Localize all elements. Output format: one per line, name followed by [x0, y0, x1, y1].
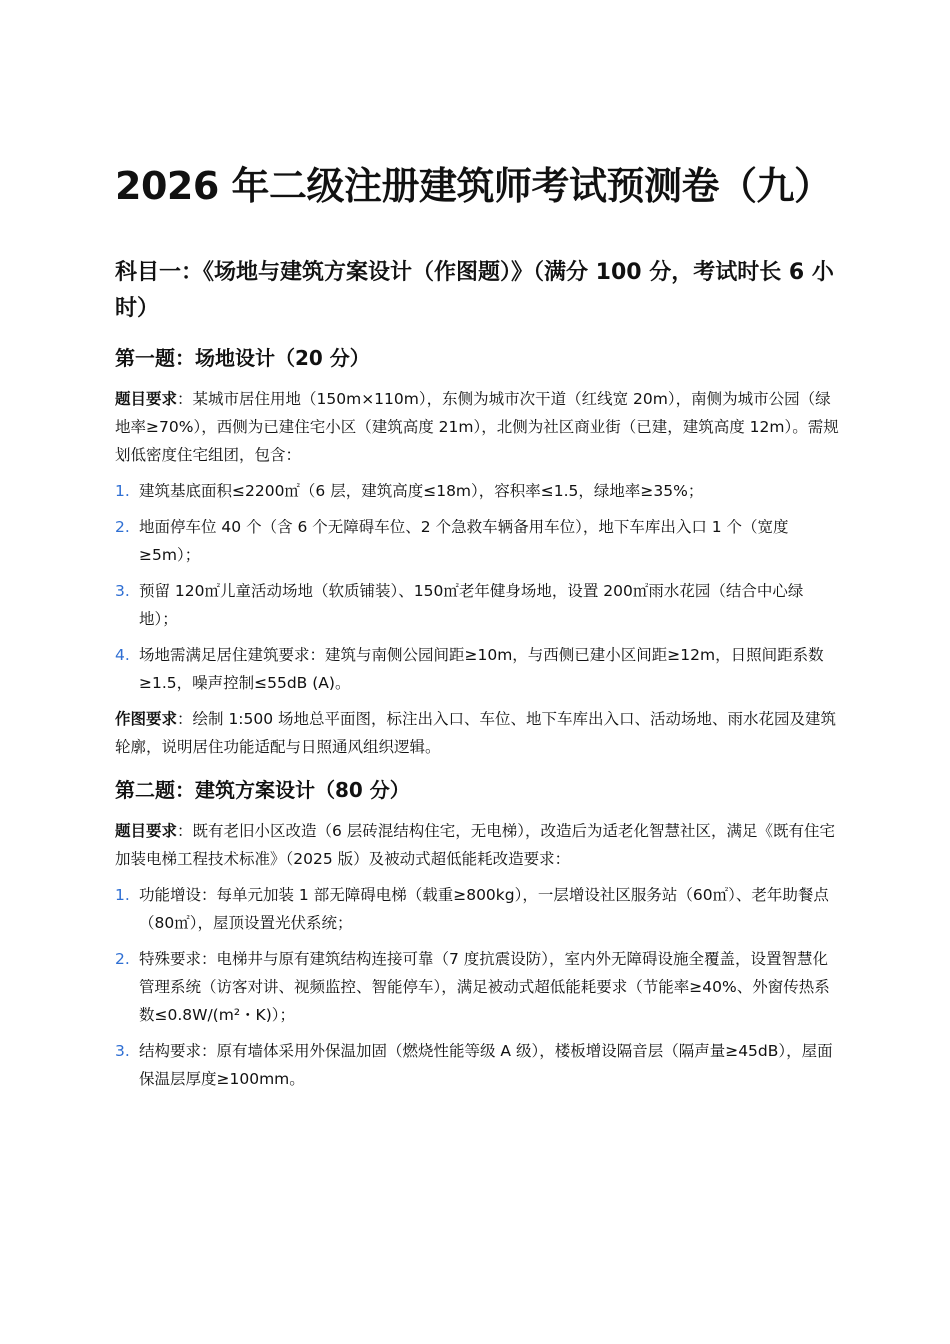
question-1-list [115, 477, 840, 697]
list-item [115, 577, 840, 633]
requirement-text: ：既有老旧小区改造（6 层砖混结构住宅，无电梯），改造后为适老化智慧社区，满足《既有住宅加装电梯工程技术标准》（2025 版）及被动式超低能耗改造要求： [115, 822, 836, 868]
list-number: 1. [115, 482, 130, 500]
list-number: 2. [115, 950, 130, 968]
requirement-label: 题目要求 [115, 822, 178, 840]
list-number: 1. [115, 886, 130, 904]
list-item [115, 881, 840, 937]
list-item [115, 945, 840, 1029]
requirement-text: ：某城市居住用地（150m×110m），东侧为城市次干道（红线宽 20m），南侧为城市公园（绿地率≥70%），西侧为已建住宅小区（建筑高度 21m），北侧为社区商业街（已建，建筑高度 12m）。需规划低密度住宅组团，包含： [115, 390, 839, 464]
list-text: 功能增设：每单元加装 1 部无障碍电梯（载重≥800kg），一层增设社区服务站（60㎡）、老年助餐点（80㎡），屋顶设置光伏系统； [139, 886, 829, 932]
question-2-title: 第二题：建筑方案设计（80 分） [115, 778, 410, 802]
subject-title: 科目一：《场地与建筑方案设计（作图题）》（满分 100 分，考试时长 6 小时） [115, 260, 834, 321]
list-text: 场地需满足居住建筑要求：建筑与南侧公园间距≥10m，与西侧已建小区间距≥12m，日照间距系数≥1.5，噪声控制≤55dB (A)。 [139, 646, 824, 692]
list-number: 3. [115, 1042, 130, 1060]
list-text: 建筑基底面积≤2200㎡（6 层，建筑高度≤18m），容积率≤1.5，绿地率≥35%； [139, 482, 704, 500]
question-1-requirement [115, 385, 840, 469]
list-item [115, 641, 840, 697]
list-item [115, 477, 840, 505]
list-text: 特殊要求：电梯井与原有建筑结构连接可靠（7 度抗震设防），室内外无障碍设施全覆盖，设置智慧化管理系统（访客对讲、视频监控、智能停车），满足被动式超低能耗要求（节能率≥40%、外窗传热系数≤0.8W/(m²・K)）； [139, 950, 830, 1024]
requirement-label: 题目要求 [115, 390, 178, 408]
list-item [115, 1037, 840, 1093]
question-1-title: 第一题：场地设计（20 分） [115, 346, 370, 370]
list-item [115, 513, 840, 569]
drawing-text: ：绘制 1:500 场地总平面图，标注出入口、车位、地下车库出入口、活动场地、雨水花园及建筑轮廓，说明居住功能适配与日照通风组织逻辑。 [115, 710, 837, 756]
list-text: 结构要求：原有墙体采用外保温加固（燃烧性能等级 A 级），楼板增设隔音层（隔声量≥45dB），屋面保温层厚度≥100mm。 [139, 1042, 833, 1088]
question-1-drawing-requirement [115, 705, 840, 761]
list-number: 3. [115, 582, 130, 600]
list-text: 预留 120㎡儿童活动场地（软质铺装）、150㎡老年健身场地，设置 200㎡雨水花园（结合中心绿地）； [139, 582, 804, 628]
question-2-requirement [115, 817, 840, 873]
question-2-list [115, 881, 840, 1093]
list-number: 2. [115, 518, 130, 536]
document-title: 2026 年二级注册建筑师考试预测卷（九） [115, 164, 832, 208]
list-text: 地面停车位 40 个（含 6 个无障碍车位、2 个急救车辆备用车位），地下车库出入口 1 个（宽度≥5m）； [139, 518, 789, 564]
drawing-label: 作图要求 [115, 710, 178, 728]
document-page [115, 155, 840, 1101]
list-number: 4. [115, 646, 130, 664]
